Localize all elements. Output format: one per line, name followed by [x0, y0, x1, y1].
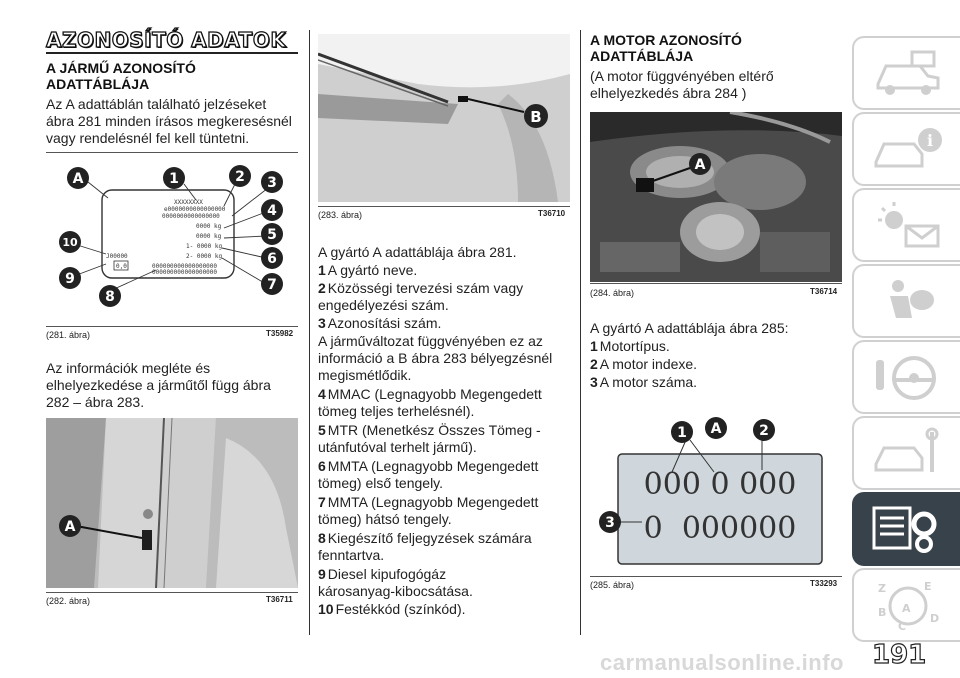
location-note: Az információk megléte és elhelyezkedése a járműtől függ ábra 282 – ábra 283.: [46, 360, 271, 410]
callout-3: 3: [267, 175, 277, 191]
figure-code: T36711: [266, 595, 293, 604]
figure-caption: (283. ábra): [318, 210, 363, 220]
column-divider: [309, 30, 310, 635]
figure-caption: (281. ábra): [46, 330, 91, 340]
plate-line: 000000000000000000: [152, 263, 218, 270]
list-item: 5 MTR (Menetkész Összes Tömeg - utánfutóval terhelt jármű).: [318, 422, 541, 455]
callout-4: 4: [267, 203, 277, 219]
tab-safety[interactable]: [852, 264, 960, 338]
caption-rule: [318, 206, 570, 207]
section-title-vehicle-plate: A JÁRMŰ AZONOSÍTÓ ADATTÁBLÁJA: [46, 60, 196, 92]
plate-line: 0000 kg: [196, 223, 222, 230]
plate-line: 0000 kg: [196, 233, 222, 240]
svg-text:Z: Z: [878, 582, 886, 595]
list-item: 3 A motor száma.: [590, 374, 698, 390]
plate-line: 000000000000000000: [152, 269, 218, 276]
svg-text:D: D: [930, 612, 940, 625]
callout-7: 7: [267, 277, 277, 293]
engine-bay-photo: [590, 112, 842, 282]
alphabetical-index-icon: [868, 578, 948, 634]
engine-type-line: 000 0 000: [643, 467, 797, 502]
caption-rule: [46, 592, 298, 593]
engine-plate-intro-2: A gyártó A adattáblája ábra 285:: [590, 320, 789, 336]
door-pillar-photo: [46, 418, 298, 588]
engine-plate-diagram: [590, 410, 842, 572]
caption-rule: [590, 576, 842, 577]
caption-rule: [46, 326, 298, 327]
list-item: 10 Festékkód (színkód).: [318, 601, 466, 617]
figure-281: [46, 160, 298, 322]
page-number: 191: [872, 640, 927, 670]
tab-warning-lights[interactable]: [852, 188, 960, 262]
plate-line: 1- 0000 kg: [186, 243, 223, 250]
callout-A: A: [694, 157, 706, 173]
plate-intro: A gyártó A adattáblája ábra 281.: [318, 244, 517, 260]
version-note: A járműváltozat függvényében ez az információ a B ábra 283 bélyegzésnél megismétlődik.: [318, 333, 553, 383]
figure-code: T36710: [538, 209, 566, 218]
windshield-photo: [318, 34, 570, 202]
callout-10: 10: [62, 236, 78, 249]
figure-caption: (285. ábra): [590, 580, 635, 590]
list-item: 8 Kiegészítő feljegyzések számára fenntartva.: [318, 530, 532, 563]
warning-lights-icon: [868, 198, 948, 254]
figure-code: T36714: [810, 287, 838, 296]
watermark: carmanualsonline.info: [600, 650, 844, 675]
figure-284: [590, 112, 842, 282]
callout-8: 8: [105, 289, 115, 305]
figure-285: [590, 410, 842, 572]
caption-rule: [590, 283, 842, 284]
callout-6: 6: [267, 251, 277, 267]
car-info-icon: [868, 122, 948, 178]
list-item: 1 A gyártó neve.: [318, 262, 418, 278]
figure-caption: (284. ábra): [590, 288, 635, 298]
vehicle-plate-diagram: [46, 160, 298, 322]
list-item: 9 Diesel kipufogógáz károsanyag-kibocsátása.: [318, 566, 473, 599]
airbag-safety-icon: [868, 274, 948, 330]
callout-3: 3: [605, 515, 615, 531]
list-item: 1 Motortípus.: [590, 338, 670, 354]
divider: [46, 152, 298, 153]
car-dashboard-icon: [868, 46, 948, 102]
svg-text:C: C: [898, 620, 907, 633]
list-item: 6 MMTA (Legnagyobb Megengedett tömeg) első tengely.: [318, 458, 539, 491]
figure-code: T33293: [810, 579, 838, 588]
svg-text:i: i: [926, 131, 934, 150]
engine-number-line: 0 000000: [643, 511, 797, 546]
steering-wheel-icon: [868, 350, 948, 406]
list-item: 3 Azonosítási szám.: [318, 315, 442, 331]
tab-technical-data[interactable]: [852, 492, 960, 566]
figure-caption: (282. ábra): [46, 596, 91, 606]
list-item: 4 MMAC (Legnagyobb Megengedett tömeg teljes terhelésnél).: [318, 386, 542, 419]
callout-1: 1: [169, 171, 179, 187]
callout-2: 2: [759, 423, 769, 439]
plate-line: 2- 0000 kg: [186, 253, 223, 260]
tab-dashboard[interactable]: [852, 36, 960, 110]
section-title-engine-plate: A MOTOR AZONOSÍTÓ ADATTÁBLÁJA: [590, 32, 742, 64]
tab-index[interactable]: [852, 568, 960, 642]
list-item: 2 Közösségi tervezési szám vagy engedélyezési szám.: [318, 280, 524, 313]
plate-line: 0000000000000000: [162, 213, 220, 220]
callout-5: 5: [267, 227, 277, 243]
figure-282: [46, 418, 298, 588]
tab-emergency[interactable]: [852, 416, 960, 490]
plate-line: XXXXXXXX: [174, 199, 203, 206]
plate-line: e0000000000000000: [164, 206, 226, 213]
engine-plate-intro: (A motor függvényében eltérő elhelyezkedés ábra 284 ): [590, 68, 774, 101]
callout-1: 1: [677, 425, 687, 441]
plate-left-text: J00000: [106, 253, 128, 260]
list-item: 7 MMTA (Legnagyobb Megengedett tömeg) hátsó tengely.: [318, 494, 539, 527]
car-emergency-tools-icon: [868, 426, 948, 482]
svg-text:B: B: [878, 606, 887, 619]
figure-code: T35982: [266, 329, 294, 338]
svg-text:A: A: [902, 602, 911, 615]
callout-2: 2: [235, 169, 245, 185]
column-divider: [580, 30, 581, 635]
list-item: 2 A motor indexe.: [590, 356, 698, 372]
callout-A: A: [72, 171, 84, 187]
vehicle-plate-intro: Az A adattáblán található jelzéseket ábra 281 minden írásos megkeresésnél vagy rendelésnél fel kell tüntetni.: [46, 96, 292, 146]
callout-9: 9: [65, 271, 75, 287]
page-title: AZONOSÍTÓ ADATOK: [46, 28, 287, 52]
title-underline: [46, 52, 298, 54]
figure-283: [318, 34, 570, 202]
svg-text:E: E: [924, 580, 932, 593]
callout-A: A: [710, 421, 722, 437]
tab-driving[interactable]: [852, 340, 960, 414]
plate-left-text: 0,0: [116, 263, 127, 270]
callout-A: A: [64, 519, 76, 535]
technical-data-icon: [868, 502, 948, 558]
callout-B: B: [530, 108, 542, 126]
tab-info[interactable]: [852, 112, 960, 186]
